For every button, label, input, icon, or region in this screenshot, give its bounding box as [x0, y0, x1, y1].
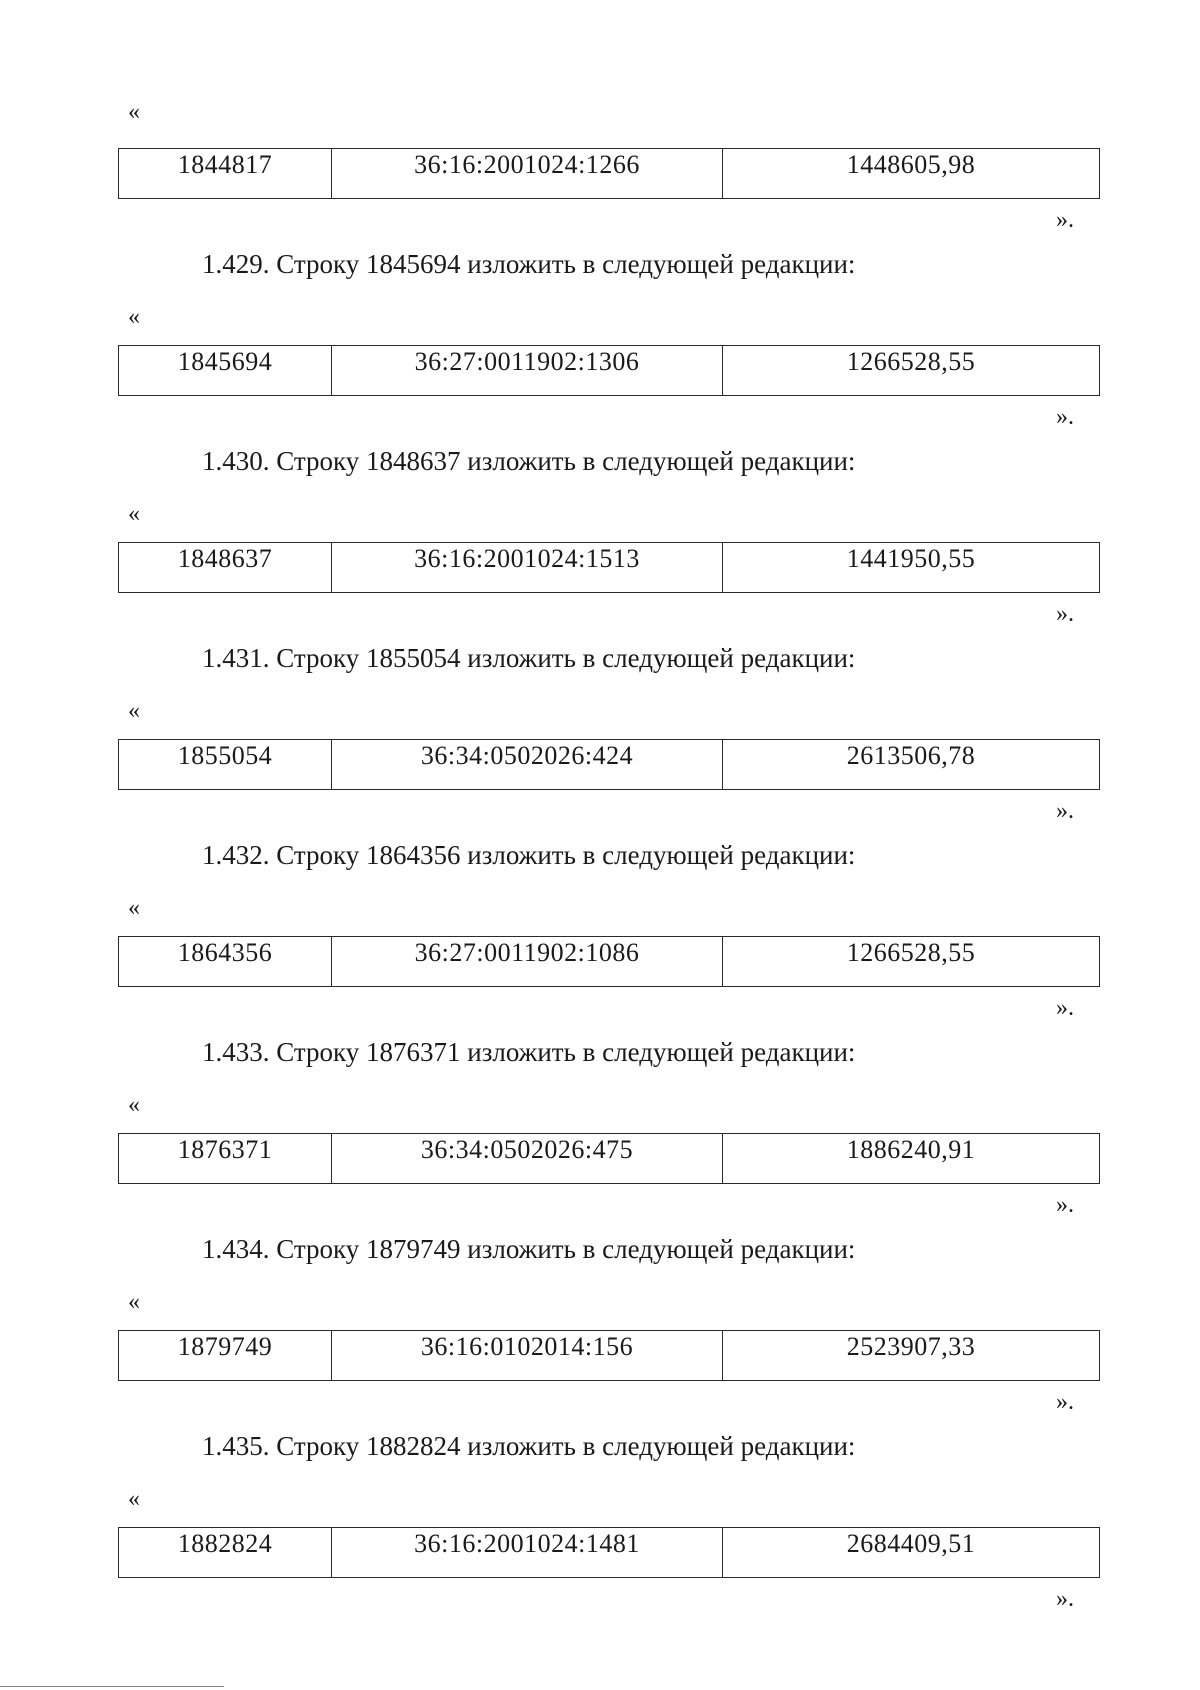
amendment-heading: 1.431. Строку 1855054 изложить в следующей редакции: [202, 643, 856, 673]
cadastral-number-cell: 36:34:0502026:424 [332, 740, 723, 790]
row-number-cell: 1879749 [119, 1331, 332, 1381]
value-cell: 2613506,78 [723, 740, 1100, 790]
closing-quote: ». [1056, 601, 1074, 627]
data-table [118, 542, 1100, 593]
table-row [119, 543, 1100, 593]
opening-quote: « [128, 1092, 140, 1118]
cadastral-number-cell: 36:27:0011902:1306 [332, 346, 723, 396]
cadastral-number-cell: 36:16:2001024:1513 [332, 543, 723, 593]
footer-divider [0, 1686, 224, 1687]
table-row [119, 740, 1100, 790]
value-cell: 2523907,33 [723, 1331, 1100, 1381]
closing-quote: ». [1056, 798, 1074, 824]
closing-quote: ». [1056, 404, 1074, 430]
opening-quote: « [128, 698, 140, 724]
closing-quote: ». [1056, 995, 1074, 1021]
cadastral-number-cell: 36:16:2001024:1266 [332, 149, 723, 199]
amendment-heading: 1.435. Строку 1882824 изложить в следующей редакции: [202, 1431, 856, 1461]
data-table [118, 345, 1100, 396]
row-number-cell: 1848637 [119, 543, 332, 593]
data-table [118, 148, 1100, 199]
data-table [118, 1527, 1100, 1578]
data-table [118, 1330, 1100, 1381]
amendment-heading: 1.429. Строку 1845694 изложить в следующей редакции: [202, 249, 856, 279]
amendment-heading: 1.433. Строку 1876371 изложить в следующей редакции: [202, 1037, 856, 1067]
opening-quote: « [128, 99, 140, 125]
value-cell: 1886240,91 [723, 1134, 1100, 1184]
row-number-cell: 1855054 [119, 740, 332, 790]
table-row [119, 937, 1100, 987]
row-number-cell: 1882824 [119, 1528, 332, 1578]
table-row [119, 149, 1100, 199]
data-table [118, 739, 1100, 790]
value-cell: 1266528,55 [723, 346, 1100, 396]
closing-quote: ». [1056, 1586, 1074, 1612]
amendment-heading: 1.430. Строку 1848637 изложить в следующей редакции: [202, 446, 856, 476]
cadastral-number-cell: 36:27:0011902:1086 [332, 937, 723, 987]
closing-quote: ». [1056, 207, 1074, 233]
value-cell: 2684409,51 [723, 1528, 1100, 1578]
value-cell: 1448605,98 [723, 149, 1100, 199]
table-row [119, 1134, 1100, 1184]
cadastral-number-cell: 36:34:0502026:475 [332, 1134, 723, 1184]
opening-quote: « [128, 501, 140, 527]
amendment-heading: 1.432. Строку 1864356 изложить в следующей редакции: [202, 840, 856, 870]
amendment-heading: 1.434. Строку 1879749 изложить в следующей редакции: [202, 1234, 856, 1264]
row-number-cell: 1845694 [119, 346, 332, 396]
closing-quote: ». [1056, 1192, 1074, 1218]
cadastral-number-cell: 36:16:0102014:156 [332, 1331, 723, 1381]
row-number-cell: 1876371 [119, 1134, 332, 1184]
table-row [119, 1331, 1100, 1381]
row-number-cell: 1844817 [119, 149, 332, 199]
cadastral-number-cell: 36:16:2001024:1481 [332, 1528, 723, 1578]
opening-quote: « [128, 1289, 140, 1315]
opening-quote: « [128, 895, 140, 921]
data-table [118, 1133, 1100, 1184]
row-number-cell: 1864356 [119, 937, 332, 987]
table-row [119, 346, 1100, 396]
value-cell: 1441950,55 [723, 543, 1100, 593]
closing-quote: ». [1056, 1389, 1074, 1415]
value-cell: 1266528,55 [723, 937, 1100, 987]
opening-quote: « [128, 304, 140, 330]
table-row [119, 1528, 1100, 1578]
opening-quote: « [128, 1486, 140, 1512]
data-table [118, 936, 1100, 987]
